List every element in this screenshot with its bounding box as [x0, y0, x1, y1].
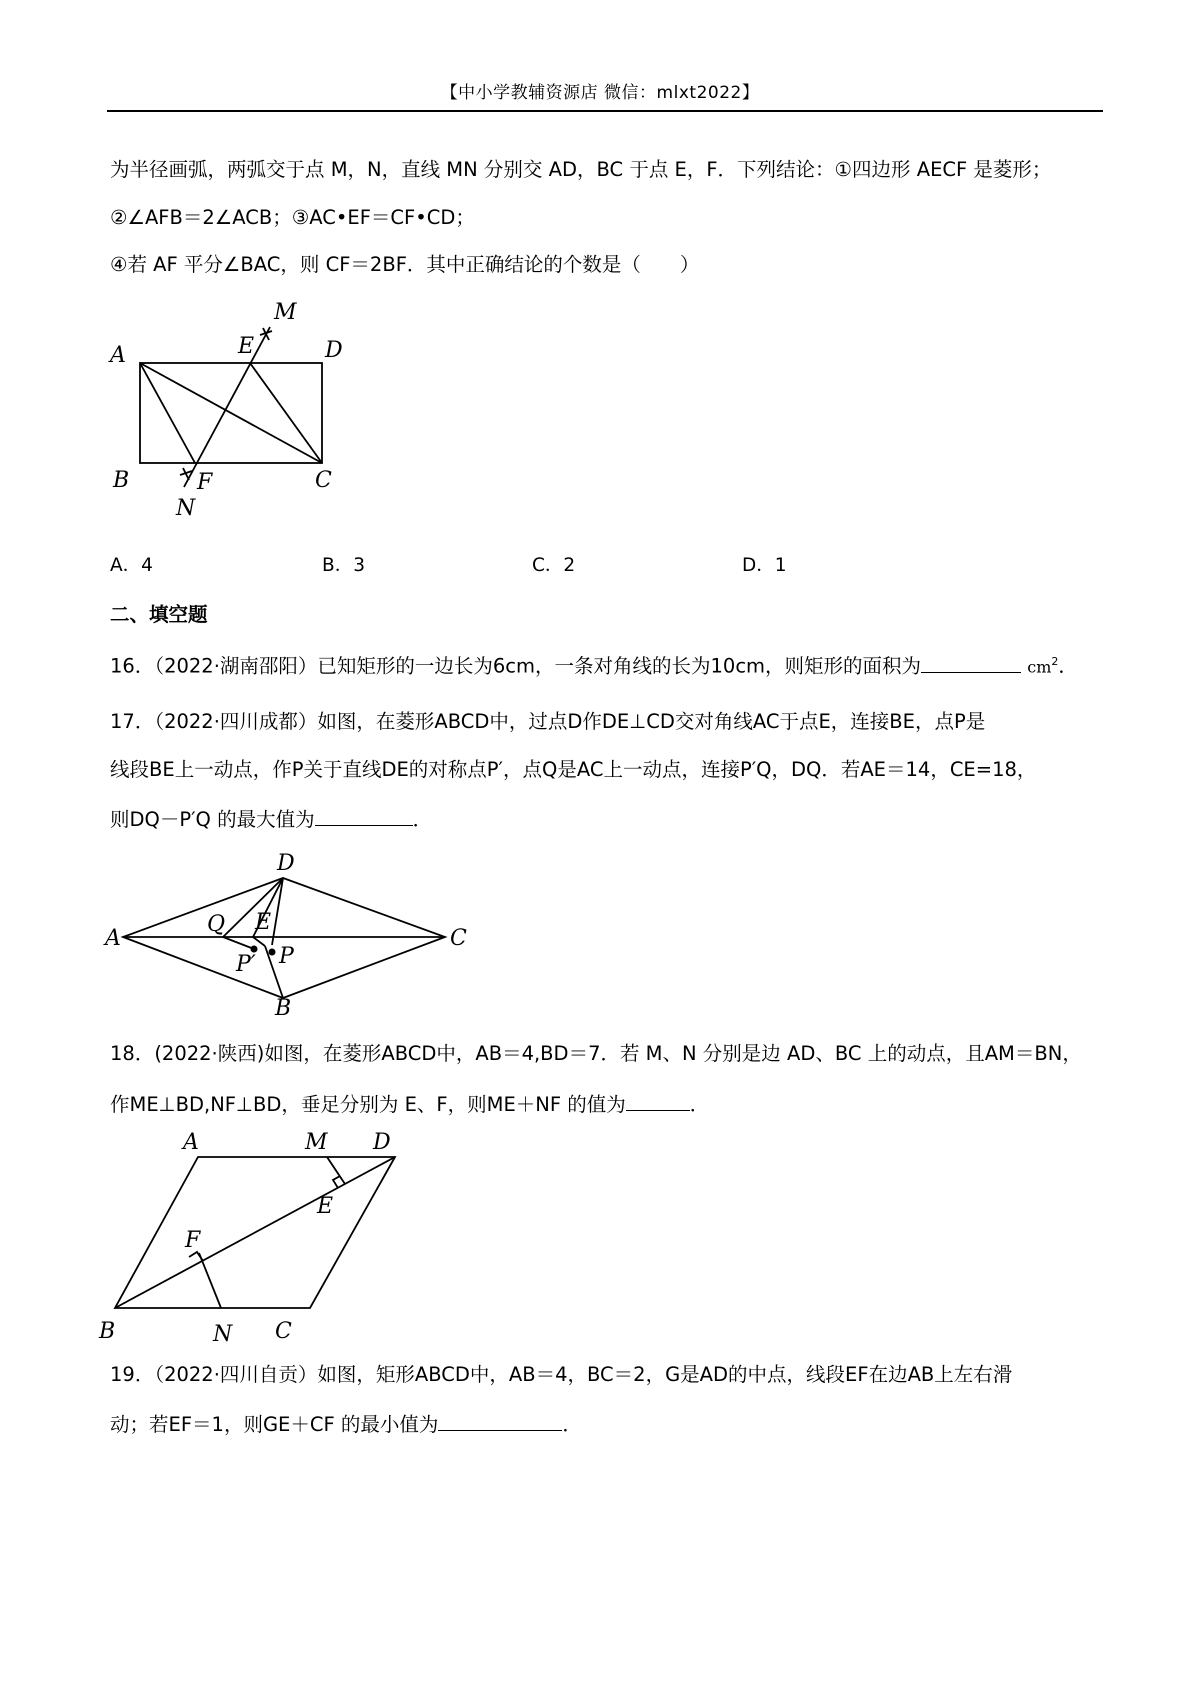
- q16-answer-blank: [921, 652, 1021, 673]
- q18-line2-end: ．: [689, 1093, 710, 1116]
- q15-label-n: N: [176, 496, 196, 521]
- header-rule: [107, 110, 1103, 112]
- q15-label-a: A: [110, 343, 126, 368]
- q18-answer-blank: [626, 1090, 690, 1111]
- q15-label-f: F: [197, 470, 213, 495]
- q16-line: [110, 649, 1078, 681]
- q18-label-f: F: [185, 1228, 201, 1253]
- q18-label-n: N: [213, 1322, 233, 1347]
- q19-line2-end: ．: [562, 1413, 582, 1436]
- q17-line3-end: ．: [412, 808, 433, 831]
- q15-label-e: E: [238, 334, 255, 359]
- q18-label-a: A: [183, 1130, 199, 1155]
- q15-figure: [100, 295, 360, 525]
- q17-label-d: D: [277, 851, 295, 876]
- q17-line3: [110, 805, 432, 833]
- q18-figure: [99, 1125, 425, 1355]
- q15-option-d: D．1: [742, 555, 787, 576]
- q15-option-a: A．4: [110, 555, 153, 576]
- q18-label-b: B: [99, 1319, 116, 1344]
- q18-label-m: M: [305, 1130, 328, 1155]
- q17-point-p: [269, 949, 276, 956]
- q17-segment-qp2: [223, 937, 254, 949]
- q18-segment-me: [327, 1157, 345, 1184]
- q18-label-c: C: [275, 1319, 292, 1344]
- q17-label-q: Q: [207, 912, 226, 937]
- q17-label-c: C: [450, 926, 467, 951]
- q15-arc-mark-m: [260, 328, 272, 340]
- q15-label-c: C: [315, 468, 332, 493]
- q16-unit-sup: 2: [1051, 655, 1059, 668]
- q15-option-c: C．2: [532, 555, 576, 576]
- q15-label-d: D: [325, 338, 343, 363]
- q17-figure: [105, 850, 475, 1020]
- q18-line2: [110, 1090, 709, 1118]
- q18-line2-text: 作ME⊥BD,NF⊥BD，垂足分别为 E、F，则ME＋NF 的值为: [110, 1093, 626, 1116]
- q15-line1: 为半径画弧，两弧交于点 M，N，直线 MN 分别交 AD，BC 于点 E，F．下列结论：①四边形 AECF 是菱形；: [110, 158, 1052, 181]
- q17-line2: 线段BE上一动点，作P关于直线DE的对称点P′，点Q是AC上一动点，连接P′Q，DQ．若AE＝14，CE=18，: [110, 758, 1037, 781]
- q15-label-m: M: [274, 300, 297, 325]
- q18-label-e: E: [317, 1194, 334, 1219]
- q17-label-a: A: [105, 926, 121, 951]
- q15-option-b: B．3: [322, 555, 365, 576]
- q16-text: 16．（2022·湖南邵阳）已知矩形的一边长为6cm，一条对角线的长为10cm，则矩形的面积为: [110, 654, 922, 678]
- q17-label-p: P: [279, 944, 294, 969]
- q17-label-p-prime: P′: [236, 952, 256, 977]
- q16-end: ．: [1058, 654, 1078, 678]
- q18-line1: 18．(2022·陕西)如图，在菱形ABCD中，AB＝4,BD＝7．若 M、N 分别是边 AD、BC 上的动点，且AM＝BN，: [110, 1042, 1082, 1065]
- q17-label-e: E: [255, 910, 272, 935]
- q17-line1: 17．（2022·四川成都）如图，在菱形ABCD中，过点D作DE⊥CD交对角线AC于点E，连接BE，点P是: [110, 710, 986, 733]
- q19-line2: [110, 1410, 582, 1438]
- q19-line1: 19．（2022·四川自贡）如图，矩形ABCD中，AB＝4，BC＝2，G是AD的中点，线段EF在边AB上左右滑: [110, 1363, 1013, 1386]
- q17-label-b: B: [275, 996, 292, 1021]
- q18-label-d: D: [373, 1130, 391, 1155]
- q17-line3-text: 则DQ－P′Q 的最大值为: [110, 808, 315, 831]
- q17-rhombus: [123, 878, 445, 998]
- q19-answer-blank: [438, 1410, 562, 1431]
- q15-label-b: B: [113, 468, 130, 493]
- q17-answer-blank: [315, 805, 413, 826]
- q15-line3: ④若 AF 平分∠BAC，则 CF＝2BF．其中正确结论的个数是（ ）: [110, 253, 700, 276]
- q19-line2-text: 动；若EF＝1，则GE＋CF 的最小值为: [110, 1413, 439, 1436]
- q15-segment-ec: [250, 363, 322, 463]
- q16-unit: cm: [1027, 657, 1052, 677]
- q17-segment-ep: [253, 937, 265, 946]
- section-title: 二、填空题: [110, 603, 208, 626]
- page-header: 【中小学教辅资源店 微信：mlxt2022】: [440, 83, 760, 103]
- q15-line2: ②∠AFB＝2∠ACB；③AC•EF＝CF•CD；: [110, 206, 475, 229]
- q18-right-angle-e: [333, 1176, 340, 1188]
